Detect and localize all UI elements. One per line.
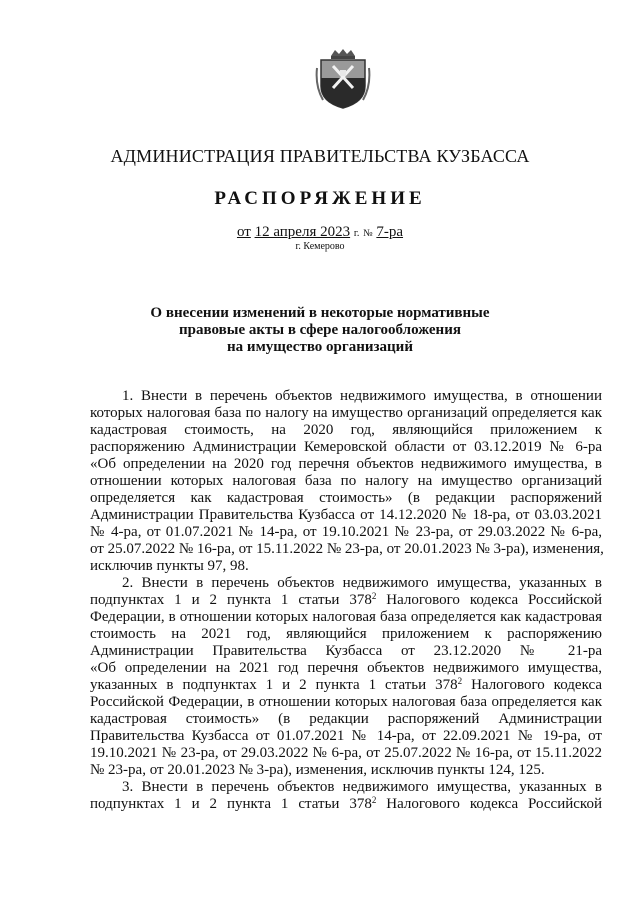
body-line: [90, 677, 602, 694]
body-line: [90, 609, 602, 626]
body-line: [90, 745, 602, 762]
body-line: [90, 592, 602, 609]
body-line-text: подпунктах 1 и 2 пункта 1 статьи 378: [90, 592, 372, 608]
body-line: [90, 541, 602, 558]
body-line: [90, 626, 602, 643]
body-line-text: от 25.07.2022 № 16-ра, от 15.11.2022 № 23-ра, от 20.01.2023 № 3-ра), изменения,: [90, 541, 604, 557]
body-line-text: отношении которых налоговая база по налогу на имущество организаций: [90, 473, 602, 489]
body-line-text: № 23-ра, от 20.01.2023 № 3-ра), изменения, исключив пункты 124, 125.: [90, 762, 545, 778]
body-line-text: Администрации Правительства Кузбасса от 14.12.2020 № 18-ра, от 03.03.2021: [90, 507, 602, 523]
date-prefix: от: [236, 224, 251, 240]
body-line-text: кадастровая стоимость, на 2020 год, являющийся приложением к: [90, 422, 602, 438]
body-line-text: № 4-ра, от 01.07.2021 № 14-ра, от 19.10.2021 № 23-ра, от 29.03.2022 № 6-ра,: [90, 524, 602, 540]
organization-name: АДМИНИСТРАЦИЯ ПРАВИТЕЛЬСТВА КУЗБАССА: [110, 146, 530, 166]
body-line-text: Налогового кодекса Российской: [376, 592, 602, 608]
body-line: [90, 575, 602, 592]
body-line-text: стоимость на 2021 год, являющийся приложением к распоряжению: [90, 626, 602, 642]
superscript: 2: [371, 591, 377, 601]
body-line: [90, 711, 602, 728]
city-name: г. Кемерово: [295, 241, 345, 252]
body-line-text: распоряжению Администрации Кемеровской области от 03.12.2019 № 6-ра: [90, 439, 602, 455]
body-line: [90, 728, 602, 745]
body-line-text: подпунктах 1 и 2 пункта 1 статьи 378: [90, 796, 372, 812]
body-line-text: Правительства Кузбасса от 01.07.2021 № 14-ра, от 22.09.2021 № 19-ра, от: [90, 728, 602, 744]
body-line: [90, 762, 602, 779]
year-suffix: г.: [353, 228, 360, 239]
body-line-text: Администрации Правительства Кузбасса от 23.12.2020 № 21-ра: [90, 643, 602, 659]
title-line: на имущество организаций: [227, 339, 413, 355]
document-title: [150, 305, 490, 356]
body-line: [90, 456, 602, 473]
body-line: [90, 405, 602, 422]
superscript: 2: [371, 795, 377, 805]
body-line: [90, 660, 602, 677]
body-line-text: Федерации, в отношении которых налоговая база определяется как кадастровая: [90, 609, 602, 625]
superscript: 2: [457, 676, 463, 686]
body-line-text: определяется как кадастровая стоимость» (в редакции распоряжений: [90, 490, 602, 506]
body-line-text: 19.10.2021 № 23-ра, от 29.03.2022 № 6-ра, от 25.07.2022 № 16-ра, от 15.11.2022: [90, 745, 602, 761]
document-date: 12 апреля 2023: [254, 224, 351, 240]
body-line: [90, 694, 602, 711]
body-line: [90, 473, 602, 490]
document-type: РАСПОРЯЖЕНИЕ: [214, 188, 426, 209]
title-line: правовые акты в сфере налогообложения: [179, 322, 461, 338]
body-line-text: которых налоговая база по налогу на имущество организаций определяется как: [90, 405, 602, 421]
body-line-text: 1. Внести в перечень объектов недвижимого имущества, в отношении: [122, 388, 602, 404]
body-line-text: исключив пункты 97, 98.: [90, 558, 249, 574]
body-line: [90, 388, 602, 405]
body-line: [90, 422, 602, 439]
body-line: [90, 779, 602, 796]
body-line-text: «Об определении на 2021 год перечня объектов недвижимого имущества,: [90, 660, 602, 676]
body-line: [90, 490, 602, 507]
body-line-text: «Об определении на 2020 год перечня объектов недвижимого имущества, в: [90, 456, 602, 472]
date-line: [0, 224, 640, 241]
body-line-text: Российской Федерации, в отношении которых налоговая база определяется как: [90, 694, 602, 710]
body-line-text: 2. Внести в перечень объектов недвижимого имущества, указанных в: [122, 575, 602, 591]
document-number: 7-ра: [376, 224, 404, 240]
document-body: [90, 388, 602, 813]
body-line: [90, 524, 602, 541]
kuzbass-coat-of-arms-icon: [315, 48, 371, 110]
body-line: [90, 439, 602, 456]
body-line-text: Налогового кодекса Российской: [376, 796, 602, 812]
body-line: [90, 796, 602, 813]
number-sign: №: [363, 228, 373, 239]
title-line: О внесении изменений в некоторые нормативные: [150, 305, 490, 321]
body-line: [90, 507, 602, 524]
body-line-text: Налогового кодекса: [462, 677, 602, 693]
body-line: [90, 558, 602, 575]
body-line-text: 3. Внести в перечень объектов недвижимого имущества, указанных в: [122, 779, 602, 795]
body-line-text: кадастровая стоимость» (в редакции распоряжений Администрации: [90, 711, 602, 727]
body-line-text: указанных в подпунктах 1 и 2 пункта 1 статьи 378: [90, 677, 458, 693]
body-line: [90, 643, 602, 660]
